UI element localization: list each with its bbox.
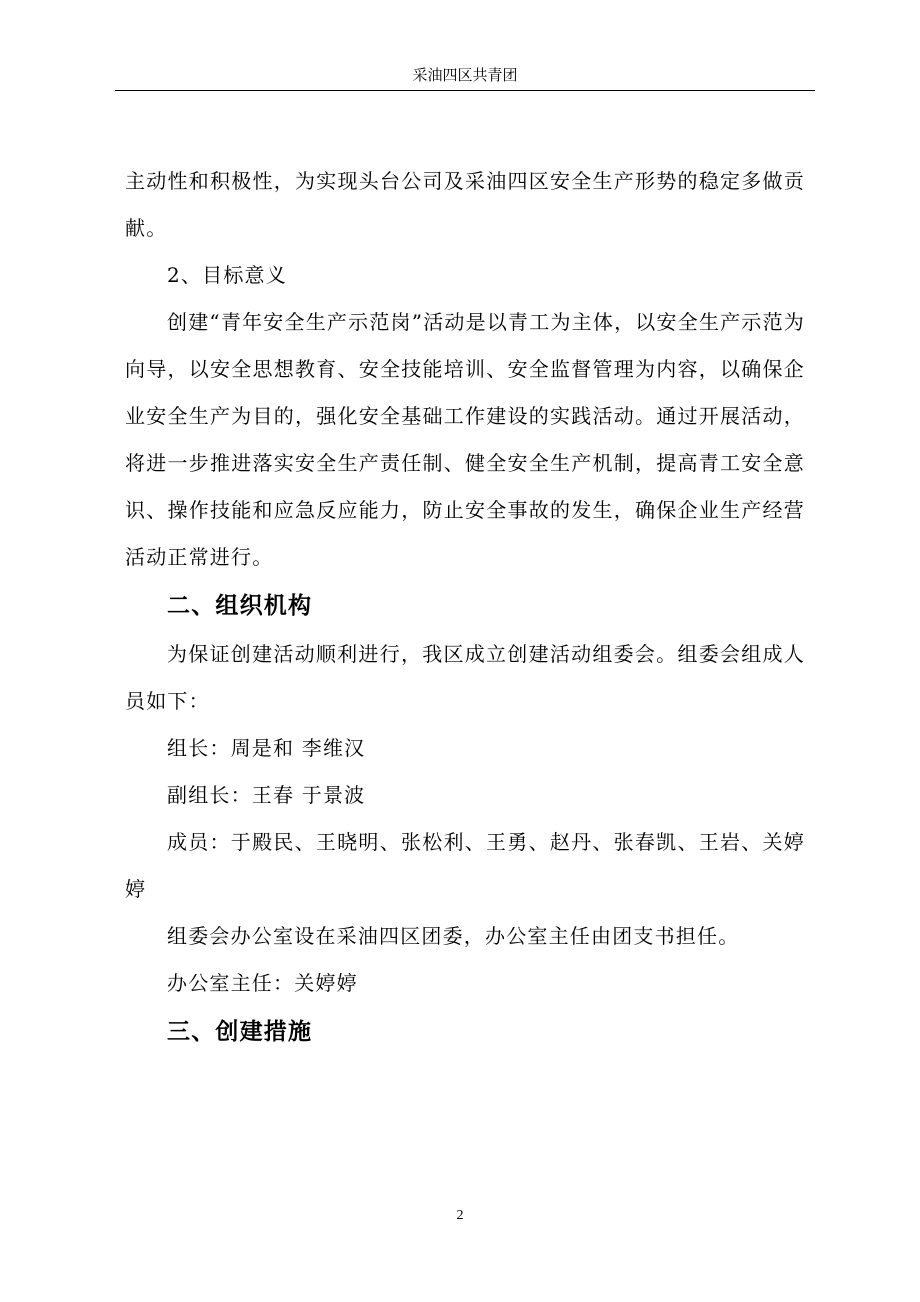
- line-leader: 组长：周是和 李维汉: [167, 736, 366, 760]
- line-members: 成员：于殿民、王晓明、张松利、王勇、赵丹、张春凯、王岩、关婷婷: [125, 830, 805, 901]
- line-deputy-leader: 副组长：王春 于景波: [167, 783, 366, 807]
- line-office-director: 办公室主任：关婷婷: [167, 971, 358, 995]
- document-body: [125, 158, 805, 1057]
- header-title: 采油四区共青团: [412, 66, 518, 84]
- subheading-goal-meaning: 2、目标意义: [167, 263, 287, 287]
- heading-measures: 三、创建措施: [167, 1019, 313, 1045]
- heading-organization: 二、组织机构: [167, 593, 313, 619]
- paragraph-office: 组委会办公室设在采油四区团委，办公室主任由团支书担任。: [167, 924, 740, 948]
- paragraph-goal-meaning: 创建“青年安全生产示范岗”活动是以青工为主体，以安全生产示范为向导，以安全思想教育、安全技能培训、安全监督管理为内容，以确保企业安全生产为目的，强化安全基础工作建设的实践活动。通过开展活动，将进一步推进落实安全生产责任制、健全安全生产机制，提高青工安全意识、操作技能和应急反应能力，防止安全事故的发生，确保企业生产经营活动正常进行。: [125, 310, 805, 569]
- paragraph-continuation: 主动性和积极性，为实现头台公司及采油四区安全生产形势的稳定多做贡献。: [125, 169, 805, 240]
- page-header: [115, 62, 815, 91]
- page-number: 2: [456, 1208, 464, 1223]
- page-footer: [0, 1208, 920, 1224]
- paragraph-organization: 为保证创建活动顺利进行，我区成立创建活动组委会。组委会组成人员如下：: [125, 642, 805, 713]
